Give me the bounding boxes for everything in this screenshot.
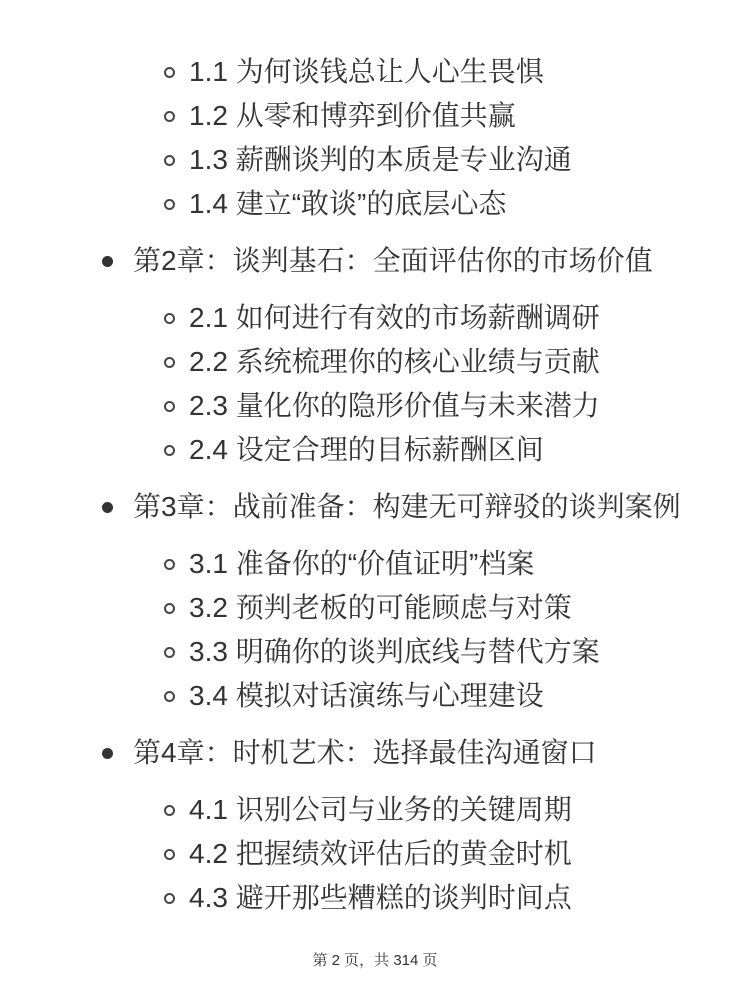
circle-bullet-icon (164, 849, 175, 860)
circle-bullet-icon (164, 313, 175, 324)
circle-bullet-icon (164, 647, 175, 658)
topic-label: 4.3 避开那些糟糕的谈判时间点 (189, 882, 572, 913)
topic-label: 1.4 建立“敢谈”的底层心态 (189, 188, 507, 219)
topic-item (0, 94, 750, 138)
chapter-item (0, 239, 750, 283)
circle-bullet-icon (164, 357, 175, 368)
chapter-title: 第3章：战前准备：构建无可辩驳的谈判案例 (133, 491, 681, 522)
topic-item (0, 428, 750, 472)
topic-label: 1.2 从零和博弈到价值共赢 (189, 100, 516, 131)
topic-item (0, 788, 750, 832)
topic-item (0, 674, 750, 718)
topic-item (0, 630, 750, 674)
circle-bullet-icon (164, 155, 175, 166)
disc-bullet-icon (102, 748, 113, 759)
disc-bullet-icon (102, 502, 113, 513)
circle-bullet-icon (164, 893, 175, 904)
topic-item (0, 586, 750, 630)
topic-label: 4.2 把握绩效评估后的黄金时机 (189, 838, 572, 869)
topic-label: 1.3 薪酬谈判的本质是专业沟通 (189, 144, 572, 175)
circle-bullet-icon (164, 559, 175, 570)
topic-item (0, 876, 750, 920)
topic-label: 2.1 如何进行有效的市场薪酬调研 (189, 302, 600, 333)
topic-item (0, 384, 750, 428)
topic-item (0, 50, 750, 94)
topic-item (0, 832, 750, 876)
chapter-item (0, 485, 750, 529)
topic-label: 4.1 识别公司与业务的关键周期 (189, 794, 572, 825)
topic-label: 2.3 量化你的隐形价值与未来潜力 (189, 390, 600, 421)
topic-item (0, 182, 750, 226)
circle-bullet-icon (164, 401, 175, 412)
topic-label: 3.1 准备你的“价值证明”档案 (189, 548, 535, 579)
disc-bullet-icon (102, 256, 113, 267)
topic-label: 3.2 预判老板的可能顾虑与对策 (189, 592, 572, 623)
circle-bullet-icon (164, 603, 175, 614)
topic-item (0, 138, 750, 182)
page-number-footer: 第 2 页，共 314 页 (312, 952, 438, 969)
circle-bullet-icon (164, 805, 175, 816)
circle-bullet-icon (164, 445, 175, 456)
topic-item (0, 296, 750, 340)
circle-bullet-icon (164, 199, 175, 210)
chapter-title: 第4章：时机艺术：选择最佳沟通窗口 (133, 737, 597, 768)
topic-label: 3.4 模拟对话演练与心理建设 (189, 680, 544, 711)
topic-item (0, 340, 750, 384)
circle-bullet-icon (164, 67, 175, 78)
topic-label: 2.4 设定合理的目标薪酬区间 (189, 434, 544, 465)
chapter-title: 第2章：谈判基石：全面评估你的市场价值 (133, 245, 653, 276)
topic-label: 2.2 系统梳理你的核心业绩与贡献 (189, 346, 600, 377)
chapter-item (0, 731, 750, 775)
topic-label: 1.1 为何谈钱总让人心生畏惧 (189, 56, 544, 87)
circle-bullet-icon (164, 111, 175, 122)
topic-item (0, 542, 750, 586)
topic-label: 3.3 明确你的谈判底线与替代方案 (189, 636, 600, 667)
circle-bullet-icon (164, 691, 175, 702)
